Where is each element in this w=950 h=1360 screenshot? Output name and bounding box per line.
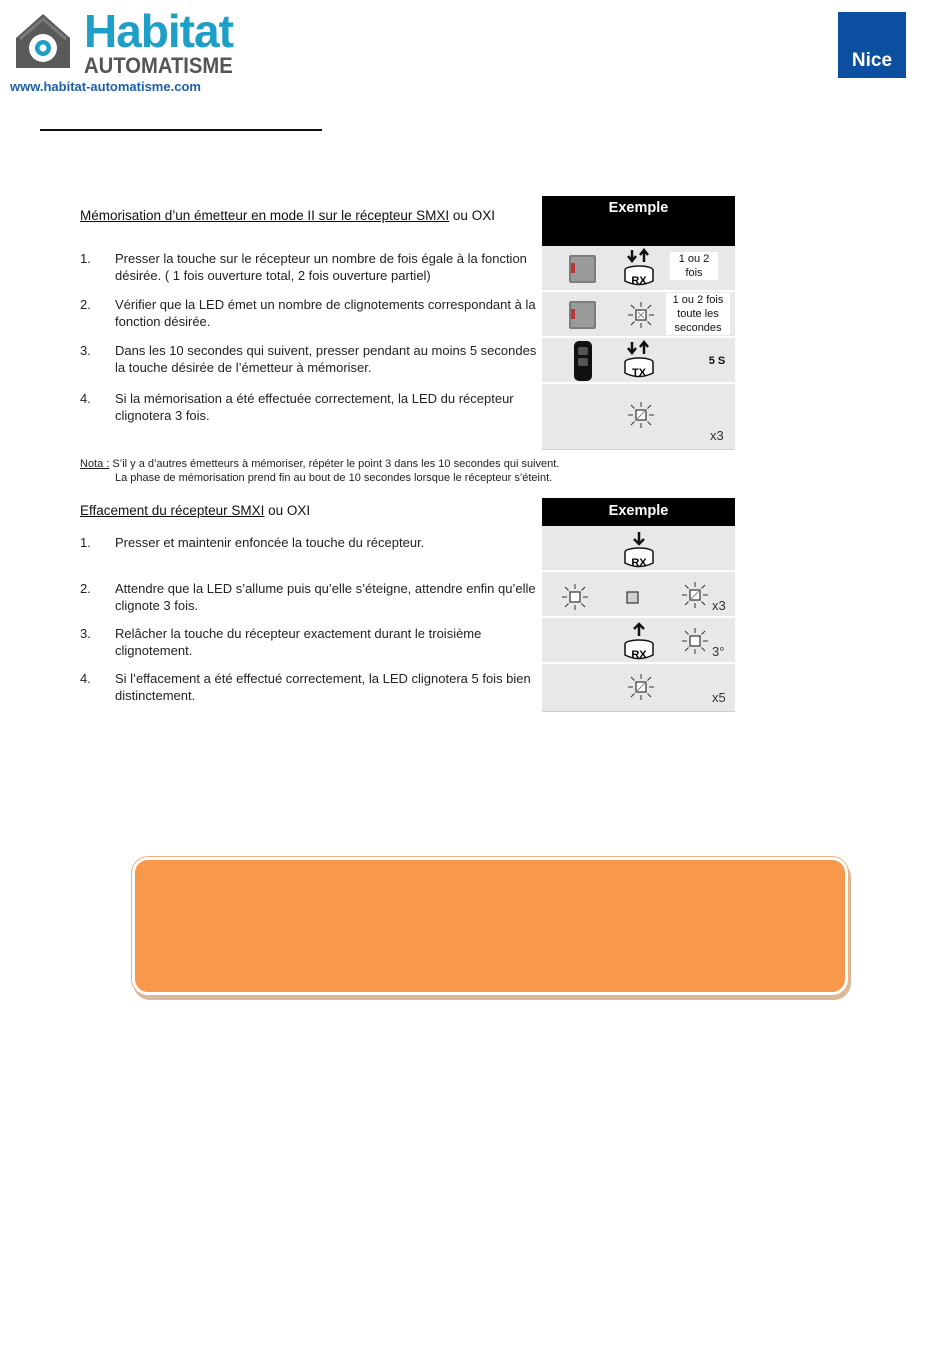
step-text: Relâcher la touche du récepteur exactement durant le troisième clignotement.	[115, 626, 482, 658]
row1-caption	[670, 252, 718, 280]
nice-brand-logo	[838, 12, 906, 78]
effacement-example-header: Exemple	[542, 498, 735, 526]
row1-caption-b: fois	[685, 267, 703, 279]
remote-transmitter-icon	[572, 340, 594, 382]
effacement-title-main: Effacement du récepteur SMXI	[80, 503, 265, 518]
rx-label: RX	[631, 557, 647, 569]
step-text: Si la mémorisation a été effectuée correctement, la LED du récepteur clignotera 3 fois.	[115, 391, 514, 423]
house-gear-icon	[10, 8, 76, 74]
row4-count: x3	[710, 428, 724, 443]
row2-caption-c: secondes	[674, 322, 722, 334]
step-number: 4.	[80, 391, 91, 406]
effacement-example-row-2	[542, 572, 735, 618]
logo-word: Habitat	[84, 5, 233, 57]
step-text: Presser la touche sur le récepteur un nombre de fois égale à la fonction désirée. ( 1 fois ouverture total, 2 fois ouverture partiel)	[115, 251, 527, 283]
nota-text	[80, 457, 559, 485]
row2-caption	[666, 293, 730, 335]
step-number: 2.	[80, 297, 91, 312]
effacement-example-row-3	[542, 618, 735, 664]
tx-label: TX	[631, 367, 647, 379]
step-text: Attendre que la LED s’allume puis qu’elle s’éteigne, attendre enfin qu’elle clignote 3 fois.	[115, 581, 536, 613]
step-number: 1.	[80, 251, 91, 266]
orange-callout-box	[132, 857, 848, 995]
memorisation-example-row-4	[542, 384, 735, 450]
step-text: Si l’effacement a été effectué correctement, la LED clignotera 5 fois bien distinctement.	[115, 671, 531, 703]
effacement-example-column	[542, 498, 735, 714]
logo-subtitle: AUTOMATISME	[84, 53, 233, 78]
nota-line-1-text: S’il y a d’autres émetteurs à mémoriser, répéter le point 3 dans les 10 secondes qui suivent.	[109, 458, 560, 470]
row1-caption-a: 1 ou 2	[678, 253, 710, 265]
rx-label: RX	[631, 275, 647, 287]
effacement-example-row-1	[542, 526, 735, 572]
step-text: Vérifier que la LED émet un nombre de clignotements correspondant à la fonction désirée.	[115, 297, 536, 329]
step-number: 1.	[80, 535, 91, 550]
receiver-box-icon	[568, 299, 598, 331]
memorisation-example-column	[542, 196, 735, 452]
nice-brand-text: Nice	[851, 50, 893, 71]
memorisation-title-suffix: ou OXI	[449, 208, 495, 223]
step-number: 2.	[80, 581, 91, 596]
step-number: 3.	[80, 343, 91, 358]
row3-caption: 3°	[712, 644, 725, 659]
memorisation-title	[80, 208, 495, 223]
led-blinking-icon	[680, 580, 710, 610]
led-blinking-icon	[626, 400, 656, 430]
row2-caption-a: 1 ou 2 fois	[672, 294, 724, 306]
led-on-icon	[680, 626, 710, 656]
nota-line-1	[80, 457, 559, 471]
habitat-logo	[10, 5, 250, 94]
nota-label: Nota :	[80, 458, 110, 470]
rx-press-down-icon	[622, 530, 658, 570]
memorisation-example-header: Exemple	[542, 196, 735, 246]
led-blinking-icon	[626, 672, 656, 702]
effacement-title-suffix: ou OXI	[264, 503, 311, 518]
header-rule	[40, 129, 322, 131]
tx-press-icon	[622, 340, 658, 380]
step-text: Presser et maintenir enfoncée la touche du récepteur.	[115, 535, 425, 550]
rx-label: RX	[631, 649, 647, 661]
step-text: Dans les 10 secondes qui suivent, presser pendant au moins 5 secondes la touche désirée de l’émetteur à mémoriser.	[115, 343, 537, 375]
logo-url[interactable]: www.habitat-automatisme.com	[10, 79, 201, 94]
memorisation-title-main: Mémorisation d’un émetteur en mode II sur le récepteur SMXI	[80, 208, 450, 223]
memorisation-example-row-2	[542, 292, 735, 338]
rx-press-icon	[622, 248, 658, 288]
row3-caption: 5 S	[708, 355, 726, 367]
memorisation-example-row-1	[542, 246, 735, 292]
led-off-icon	[626, 591, 640, 605]
memorisation-example-row-3	[542, 338, 735, 384]
step-number: 3.	[80, 626, 91, 641]
effacement-example-row-4	[542, 664, 735, 712]
row2-count: x3	[712, 598, 726, 613]
effacement-title	[80, 503, 310, 518]
led-on-icon	[560, 582, 590, 612]
receiver-box-icon	[568, 253, 598, 285]
nota-line-2: La phase de mémorisation prend fin au bout de 10 secondes lorsque le récepteur s’éteint.	[115, 472, 553, 484]
row4-count: x5	[712, 690, 726, 705]
row2-caption-b: toute les	[677, 308, 719, 320]
rx-release-icon	[622, 622, 658, 662]
led-blinking-icon	[626, 300, 656, 330]
step-number: 4.	[80, 671, 91, 686]
